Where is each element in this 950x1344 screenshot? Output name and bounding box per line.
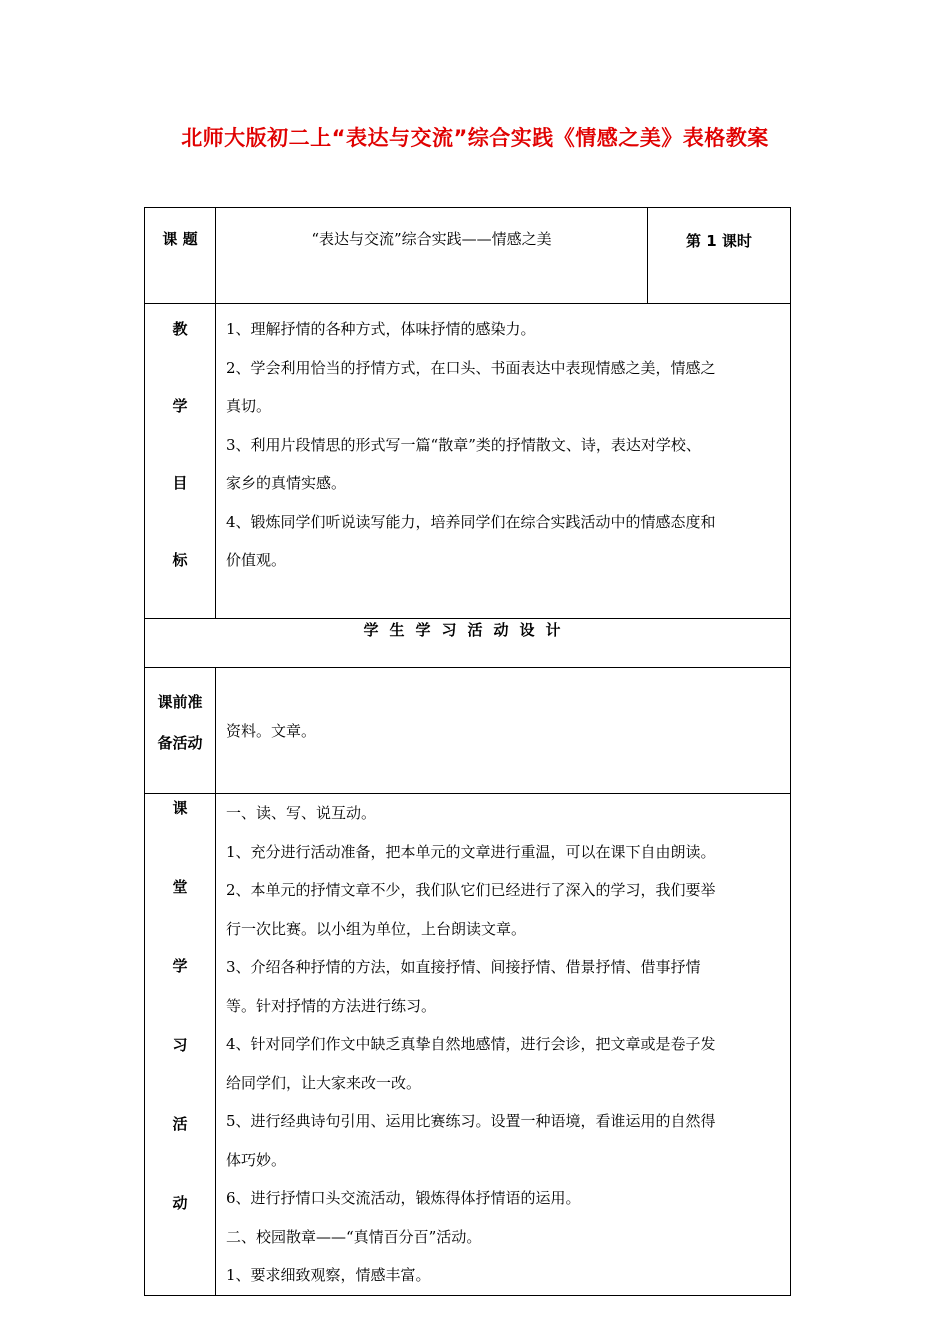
activity-line: 3、介绍各种抒情的方法，如直接抒情、间接抒情、借景抒情、借事抒情 <box>226 958 701 976</box>
activity-line: 1、要求细致观察，情感丰富。 <box>226 1266 431 1284</box>
objectives-content <box>216 304 791 619</box>
prep-label-line: 备活动 <box>157 734 203 752</box>
activity-label-char: 习 <box>172 1036 188 1054</box>
activity-line: 二、校园散章——“真情百分百”活动。 <box>226 1227 482 1246</box>
activity-line: 5、进行经典诗句引用、运用比赛练习。设置一种语境，看谁运用的自然得 <box>226 1112 716 1130</box>
activity-line: 2、本单元的抒情文章不少，我们队它们已经进行了深入的学习，我们要举 <box>226 881 716 899</box>
activity-line: 一、读、写、说互动。 <box>226 804 377 822</box>
activity-line: 体巧妙。 <box>226 1150 287 1169</box>
activity-line: 6、进行抒情口头交流活动，锻炼得体抒情语的运用。 <box>226 1189 581 1207</box>
objective-line: 4、锻炼同学们听说读写能力，培养同学们在综合实践活动中的情感态度和 <box>226 512 716 531</box>
activity-line: 1、充分进行活动准备，把本单元的文章进行重温，可以在课下自由朗读。 <box>226 842 716 861</box>
activity-row <box>145 794 791 1296</box>
activity-line: 4、针对同学们作文中缺乏真挚自然地感情，进行会诊，把文章或是卷子发 <box>226 1035 716 1053</box>
activity-line: 给同学们，让大家来改一改。 <box>226 1073 422 1092</box>
topic-row <box>145 208 791 304</box>
objectives-label <box>145 304 216 619</box>
activity-content <box>216 794 791 1296</box>
prep-label-line: 课前准 <box>157 693 203 711</box>
activity-label-char: 学 <box>172 957 188 975</box>
objectives-label-char: 目 <box>172 474 188 492</box>
objectives-label-char: 学 <box>172 397 188 415</box>
document-title: 北师大版初二上“表达与交流”综合实践《情感之美》表格教案 <box>181 126 769 150</box>
activity-label-char: 堂 <box>172 878 188 896</box>
section-heading-row <box>145 619 791 668</box>
activity-label-char: 活 <box>172 1115 188 1133</box>
lesson-plan-table <box>144 207 791 1296</box>
objectives-label-char: 标 <box>172 551 188 569</box>
section-heading: 学生学习活动设计 <box>145 619 791 668</box>
objective-line: 真切。 <box>226 397 272 415</box>
objectives-row <box>145 304 791 619</box>
prep-content: 资料。文章。 <box>216 668 791 794</box>
objective-line: 价值观。 <box>226 551 287 569</box>
activity-line: 等。针对抒情的方法进行练习。 <box>226 996 437 1015</box>
objective-line: 2、学会利用恰当的抒情方式，在口头、书面表达中表现情感之美，情感之 <box>226 358 716 377</box>
objective-line: 3、利用片段情思的形式写一篇“散章”类的抒情散文、诗，表达对学校、 <box>226 435 701 454</box>
objective-line: 家乡的真情实感。 <box>226 474 347 492</box>
activity-label <box>145 794 216 1296</box>
prep-row <box>145 668 791 794</box>
topic-label: 课 题 <box>145 208 216 304</box>
activity-line: 行一次比赛。以小组为单位，上台朗读文章。 <box>226 919 527 938</box>
lesson-number: 第 1 课时 <box>648 208 791 304</box>
activity-label-char: 动 <box>172 1194 188 1212</box>
objectives-label-char: 教 <box>172 320 188 338</box>
objective-line: 1、理解抒情的各种方式，体味抒情的感染力。 <box>226 320 536 338</box>
prep-label <box>145 668 216 794</box>
topic-text: “表达与交流”综合实践——情感之美 <box>216 208 648 304</box>
activity-label-char: 课 <box>172 799 188 817</box>
